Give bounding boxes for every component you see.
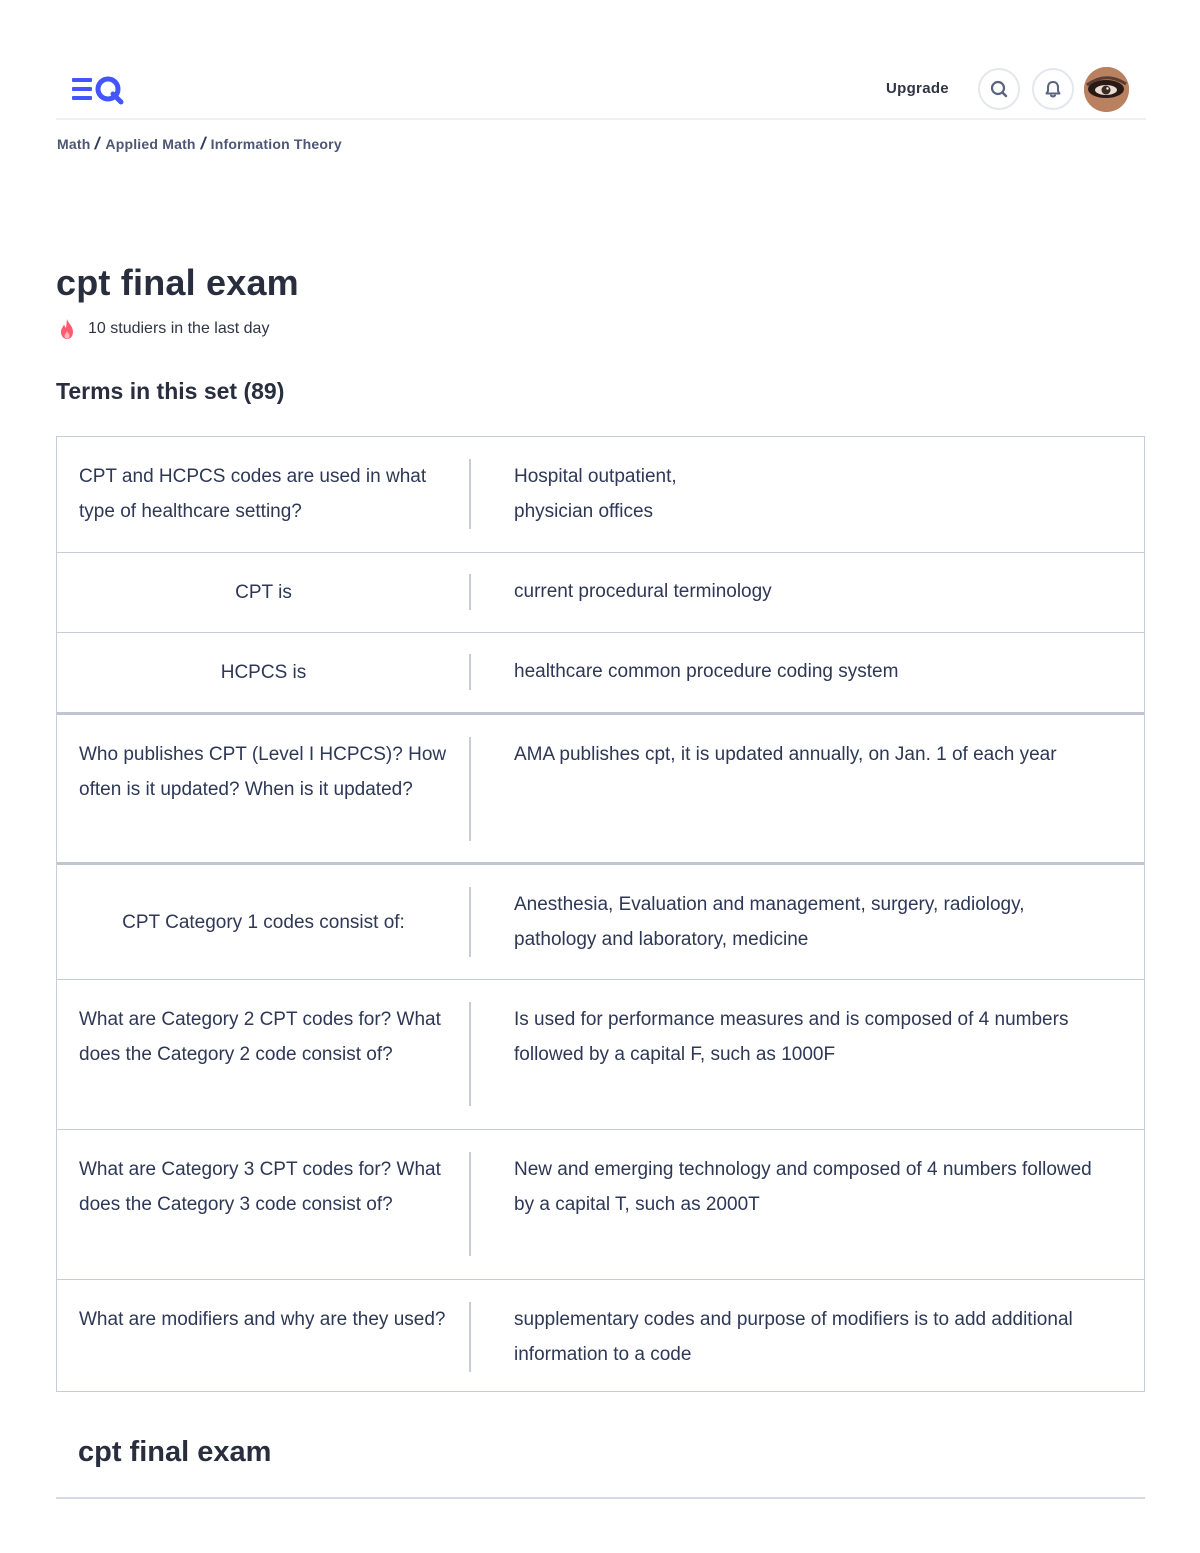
- breadcrumb-separator: /: [198, 134, 208, 153]
- flame-icon: [58, 318, 76, 340]
- term-word: CPT and HCPCS codes are used in what type of healthcare setting?: [79, 466, 427, 522]
- term-definition: [470, 437, 1144, 552]
- term-divider: [469, 887, 471, 957]
- bell-icon: [1043, 79, 1063, 99]
- term-definition: [470, 633, 1144, 712]
- terms-heading: Terms in this set (89): [56, 378, 285, 404]
- term-row: [57, 862, 1144, 979]
- upgrade-link[interactable]: Upgrade: [886, 80, 949, 97]
- footer-divider: [56, 1497, 1145, 1499]
- top-navigation: [56, 60, 1146, 120]
- breadcrumb-information-theory[interactable]: Information Theory: [210, 136, 342, 152]
- term-word: What are Category 3 CPT codes for? What does the Category 3 code consist of?: [79, 1159, 441, 1215]
- term-divider: [469, 574, 471, 610]
- footer-title: cpt final exam: [78, 1436, 272, 1468]
- breadcrumb: [57, 134, 342, 154]
- term-definition-line: healthcare common procedure coding system: [514, 661, 899, 682]
- term-row: [57, 437, 1144, 552]
- term-word: What are modifiers and why are they used?: [79, 1309, 446, 1330]
- breadcrumb-applied-math[interactable]: Applied Math: [105, 136, 196, 152]
- term-definition: [470, 1130, 1144, 1279]
- term-definition: [470, 553, 1144, 632]
- term-word: CPT is: [235, 582, 292, 603]
- breadcrumb-math[interactable]: Math: [57, 136, 91, 152]
- term-divider: [469, 737, 471, 841]
- page-title: cpt final exam: [56, 262, 299, 303]
- studiers-text: 10 studiers in the last day: [88, 320, 270, 337]
- avatar[interactable]: [1084, 67, 1129, 112]
- term-definition: [470, 715, 1144, 862]
- studiers-count: [58, 318, 269, 340]
- term-row: [57, 632, 1144, 712]
- term-divider: [469, 1152, 471, 1256]
- term-word: What are Category 2 CPT codes for? What does the Category 2 code consist of?: [79, 1009, 441, 1065]
- term-definition-line: Anesthesia, Evaluation and management, surgery, radiology, pathology and laboratory, medicine: [514, 894, 1025, 950]
- term-row: [57, 1279, 1144, 1391]
- term-definition: [470, 865, 1144, 979]
- search-button[interactable]: [978, 68, 1020, 110]
- term-definition-line: AMA publishes cpt, it is updated annually, on Jan. 1 of each year: [514, 744, 1057, 765]
- term-word: Who publishes CPT (Level I HCPCS)? How often is it updated? When is it updated?: [79, 744, 447, 800]
- notifications-button[interactable]: [1032, 68, 1074, 110]
- term-definition: [470, 1280, 1144, 1391]
- term-definition-line: current procedural terminology: [514, 581, 772, 602]
- breadcrumb-separator: /: [93, 134, 103, 153]
- avatar-eye-icon: [1084, 67, 1129, 112]
- term-divider: [469, 1002, 471, 1106]
- term-divider: [469, 459, 471, 529]
- term-row: [57, 552, 1144, 632]
- term-definition-line: Is used for performance measures and is composed of 4 numbers followed by a capital F, such as 1000F: [514, 1009, 1069, 1065]
- term-list: [56, 436, 1145, 1392]
- eq-logo-icon[interactable]: [70, 73, 126, 105]
- term-definition: [470, 980, 1144, 1129]
- term-row: [57, 712, 1144, 862]
- term-definition-line: New and emerging technology and composed of 4 numbers followed by a capital T, such as 2000T: [514, 1159, 1092, 1215]
- search-icon: [989, 79, 1009, 99]
- term-word: CPT Category 1 codes consist of:: [122, 911, 405, 933]
- term-row: [57, 1129, 1144, 1279]
- term-definition-line: supplementary codes and purpose of modifiers is to add additional information to a code: [514, 1309, 1073, 1365]
- term-definition-line: physician offices: [514, 501, 654, 522]
- term-divider: [469, 654, 471, 690]
- term-definition-line: Hospital outpatient,: [514, 466, 677, 487]
- term-word: HCPCS is: [220, 662, 307, 683]
- term-row: [57, 979, 1144, 1129]
- term-divider: [469, 1302, 471, 1372]
